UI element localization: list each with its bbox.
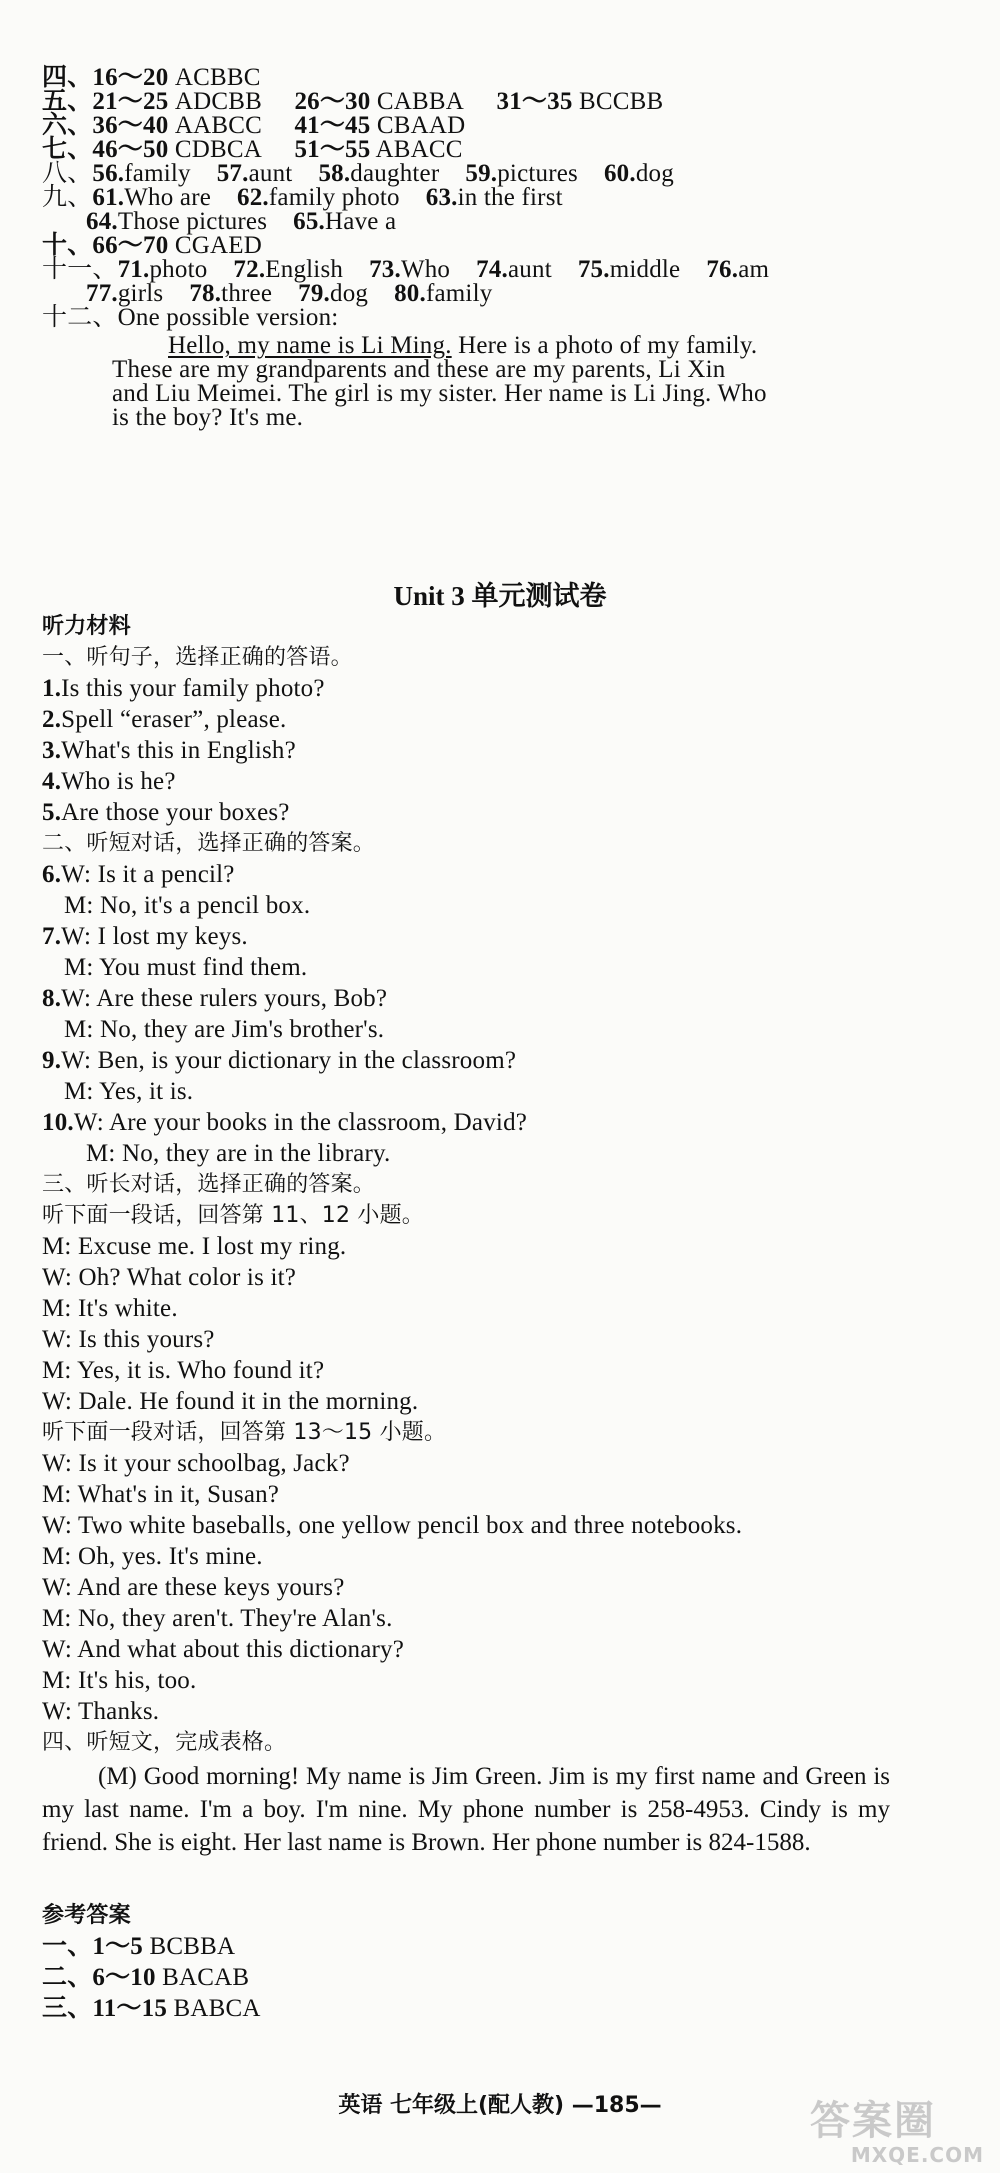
question-1: 1.Is this your family photo? [42,675,325,702]
dialog-8-w: 8.W: Are these rulers yours, Bob? [42,985,388,1012]
essay-line-3: and Liu Meimei. The girl is my sister. Her name is Li Jing. Who [112,380,767,407]
question-3: 3.What's this in English? [42,737,296,764]
section-2-title: 二、听短对话，选择正确的答案。 [42,831,376,856]
section-3-title: 三、听长对话，选择正确的答案。 [42,1172,376,1197]
answer-line-5: 五、21～25 ADCBB 26～30 CABBA 31～35 BCCBB [42,88,664,115]
section-4-passage: (M) Good morning! My name is Jim Green. Jim is my first name and Green is my last name. I'm a boy. I'm nine. My phone number is 258-4953. Cindy is my friend. She is eight. Her last name is Brown. Her phone number is 824-1588. [42,1763,890,1856]
question-5: 5.Are those your boxes? [42,799,290,826]
answer-line-11b: 77.girls 78.three 79.dog 80.family [86,280,493,307]
dialog-line: W: Is it your schoolbag, Jack? [42,1450,350,1477]
dialog-line: M: What's in it, Susan? [42,1481,280,1508]
dialog-line: W: Dale. He found it in the morning. [42,1388,419,1415]
reference-answer-2: 二、6～10 BACAB [42,1964,250,1991]
dialog-line: W: Thanks. [42,1698,160,1725]
dialog-line: W: Two white baseballs, one yellow pencil box and three notebooks. [42,1512,743,1539]
section-3-intro-2: 听下面一段对话，回答第 13～15 小题。 [42,1420,447,1445]
dialog-6-m: M: No, it's a pencil box. [64,892,311,919]
dialog-line: M: Yes, it is. Who found it? [42,1357,325,1384]
answer-line-9b: 64.Those pictures 65.Have a [86,208,397,235]
dialog-line: M: Oh, yes. It's mine. [42,1543,263,1570]
watermark-text: 答案圈 [810,2098,936,2144]
dialog-7-w: 7.W: I lost my keys. [42,923,248,950]
section-3-intro-1: 听下面一段话，回答第 11、12 小题。 [42,1203,424,1228]
dialog-line: M: It's white. [42,1295,178,1322]
dialog-line: M: No, they aren't. They're Alan's. [42,1605,393,1632]
question-2: 2.Spell “eraser”, please. [42,706,287,733]
section-4-title: 四、听短文，完成表格。 [42,1730,287,1755]
dialog-line: W: And are these keys yours? [42,1574,345,1601]
watermark-logo [800,2089,990,2167]
dialog-10-m: M: No, they are in the library. [86,1140,391,1167]
dialog-line: W: Is this yours? [42,1326,215,1353]
dialog-line: W: Oh? What color is it? [42,1264,297,1291]
dialog-10-w: 10.W: Are your books in the classroom, David? [42,1109,528,1136]
answer-line-12: 十二、One possible version: [42,304,339,331]
reference-answer-1: 一、1～5 BCBBA [42,1933,236,1960]
dialog-8-m: M: No, they are Jim's brother's. [64,1016,385,1043]
answer-line-10: 十、66～70 CGAED [42,232,262,259]
question-4: 4.Who is he? [42,768,176,795]
section-1-title: 一、听句子，选择正确的答语。 [42,645,353,670]
dialog-line: W: And what about this dictionary? [42,1636,405,1663]
essay-line-2: These are my grandparents and these are my parents, Li Xin [112,356,726,383]
essay-line-1: Hello, my name is Li Ming. Here is a photo of my family. [168,332,758,359]
watermark-url: MXQE.COM [850,2143,984,2167]
dialog-6-w: 6.W: Is it a pencil? [42,861,235,888]
dialog-7-m: M: You must find them. [64,954,308,981]
answer-line-6: 六、36～40 AABCC 41～45 CBAAD [42,112,466,139]
dialog-line: M: It's his, too. [42,1667,197,1694]
reference-heading: 参考答案 [42,1903,131,1928]
essay-line-4: is the boy? It's me. [112,404,304,431]
listening-heading: 听力材料 [42,614,131,639]
page-footer: 英语 七年级上(配人教) —185— [338,2093,662,2118]
dialog-9-m: M: Yes, it is. [64,1078,194,1105]
answer-line-9a: 九、61.Who are 62.family photo 63.in the first [42,184,563,211]
answer-line-4: 四、16～20 ACBBC [42,64,261,91]
dialog-line: M: Excuse me. I lost my ring. [42,1233,347,1260]
answer-line-11a: 十一、71.photo 72.English 73.Who 74.aunt 75.middle 76.am [42,256,770,283]
dialog-9-w: 9.W: Ben, is your dictionary in the classroom? [42,1047,517,1074]
reference-answer-3: 三、11～15 BABCA [42,1995,261,2022]
answer-line-8: 八、56.family 57.aunt 58.daughter 59.pictures 60.dog [42,160,674,187]
unit-title: Unit 3 单元测试卷 [393,581,607,611]
answer-line-7: 七、46～50 CDBCA 51～55 ABACC [42,136,463,163]
